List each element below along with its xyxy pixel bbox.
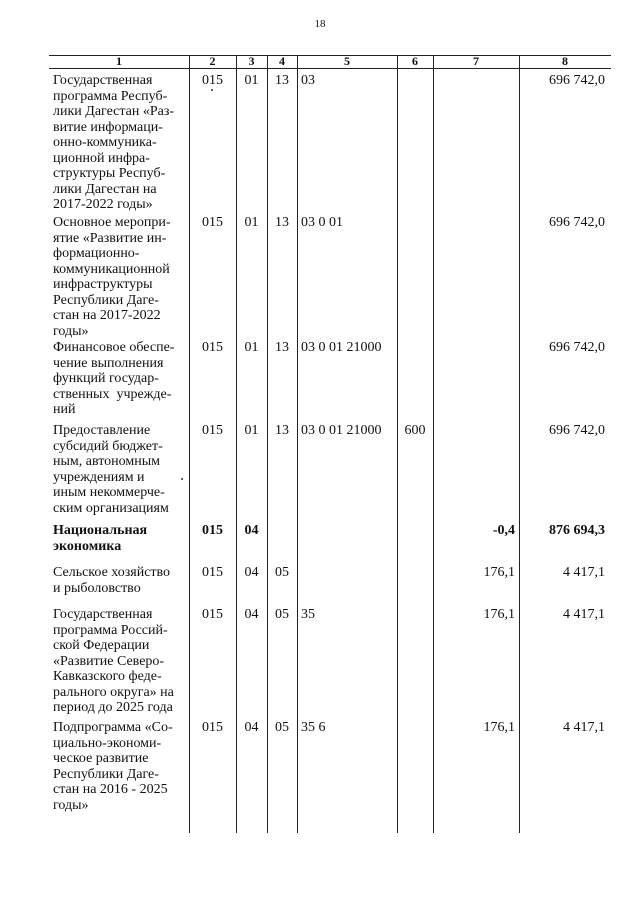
row-name: Государственная программа Россий- ской Федерации «Развитие Северо- Кавказского феде- рального округа» на период до 2025 года [53, 607, 174, 715]
row-code-5: 03 0 01 [301, 215, 343, 230]
column-divider [267, 55, 268, 833]
column-divider [397, 55, 398, 833]
column-header-1: 1 [116, 54, 122, 68]
row-code-5: 35 6 [301, 720, 326, 735]
row-code-4: 05 [275, 720, 289, 735]
column-header-7: 7 [473, 54, 479, 68]
row-name: Государственная программа Респуб- лики Дагестан «Раз- витие информаци- онно-коммуника- ционной инфра- структуры Респуб- лики Дагестан на 2017-2022 годы» [53, 73, 175, 212]
scan-mark [211, 89, 213, 91]
row-code-5: 03 0 01 21000 [301, 423, 382, 438]
row-code-6: 600 [404, 423, 426, 438]
row-value-7: 176,1 [483, 720, 515, 735]
row-value-8: 696 742,0 [549, 215, 605, 230]
column-header-8: 8 [562, 54, 568, 68]
row-name: Сельское хозяйство и рыболовство [53, 565, 171, 596]
row-code-4: 05 [275, 607, 289, 622]
row-value-7: -0,4 [492, 523, 515, 538]
row-name: Предоставление субсидий бюджет- ным, автономным учреждениям и иным некоммерче- ским организациям [53, 423, 169, 516]
table-top-border [49, 55, 611, 56]
row-value-8: 696 742,0 [549, 340, 605, 355]
row-code-5: 03 [301, 73, 315, 88]
column-divider [433, 55, 434, 833]
column-header-4: 4 [279, 54, 285, 68]
row-value-7: 176,1 [483, 565, 515, 580]
row-code-3: 04 [244, 565, 259, 580]
column-header-6: 6 [412, 54, 418, 68]
row-code-3: 01 [244, 215, 259, 230]
row-code-4: 13 [275, 73, 289, 88]
column-divider [236, 55, 237, 833]
row-value-8: 696 742,0 [549, 423, 605, 438]
column-divider [189, 55, 190, 833]
row-value-8: 876 694,3 [549, 523, 605, 538]
column-header-2: 2 [209, 54, 216, 68]
row-code-4: 13 [275, 340, 289, 355]
header-bottom-border [49, 68, 611, 69]
row-name: Национальная экономика [53, 523, 148, 554]
row-code-2: 015 [202, 607, 223, 622]
row-code-3: 04 [244, 720, 259, 735]
row-code-3: 01 [244, 340, 259, 355]
row-value-8: 696 742,0 [549, 73, 605, 88]
column-header-3: 3 [248, 54, 255, 68]
row-value-8: 4 417,1 [563, 607, 605, 622]
row-code-2: 015 [202, 720, 223, 735]
row-code-3: 01 [244, 423, 259, 438]
row-code-2: 015 [202, 565, 223, 580]
page-number: 18 [314, 18, 326, 30]
column-divider [297, 55, 298, 833]
row-code-3: 01 [244, 73, 259, 88]
row-code-5: 35 [301, 607, 315, 622]
scan-mark [181, 478, 183, 480]
row-code-2: 015 [202, 423, 223, 438]
row-value-8: 4 417,1 [563, 565, 605, 580]
row-code-3: 04 [244, 607, 259, 622]
row-value-8: 4 417,1 [563, 720, 605, 735]
row-name: Финансовое обеспе- чение выполнения функций государ- ственных учрежде- ний [53, 340, 175, 417]
row-name: Основное меропри- ятие «Развитие ин- формационно- коммуникационной инфраструктуры Республики Даге- стан на 2017-2022 годы» [53, 215, 171, 339]
row-code-2: 015 [202, 523, 223, 538]
row-code-5: 03 0 01 21000 [301, 340, 382, 355]
row-value-7: 176,1 [483, 607, 515, 622]
column-divider [519, 55, 520, 833]
row-code-2: 015 [202, 340, 223, 355]
row-code-4: 05 [275, 565, 289, 580]
row-code-4: 13 [275, 423, 289, 438]
row-code-3: 04 [244, 523, 259, 538]
row-code-4: 13 [275, 215, 289, 230]
budget-table [49, 55, 611, 833]
row-code-2: 015 [202, 73, 223, 88]
row-name: Подпрограмма «Со- циально-экономи- ческое развитие Республики Даге- стан на 2016 - 2025 годы» [53, 720, 173, 813]
row-code-2: 015 [202, 215, 223, 230]
column-header-5: 5 [344, 54, 350, 68]
